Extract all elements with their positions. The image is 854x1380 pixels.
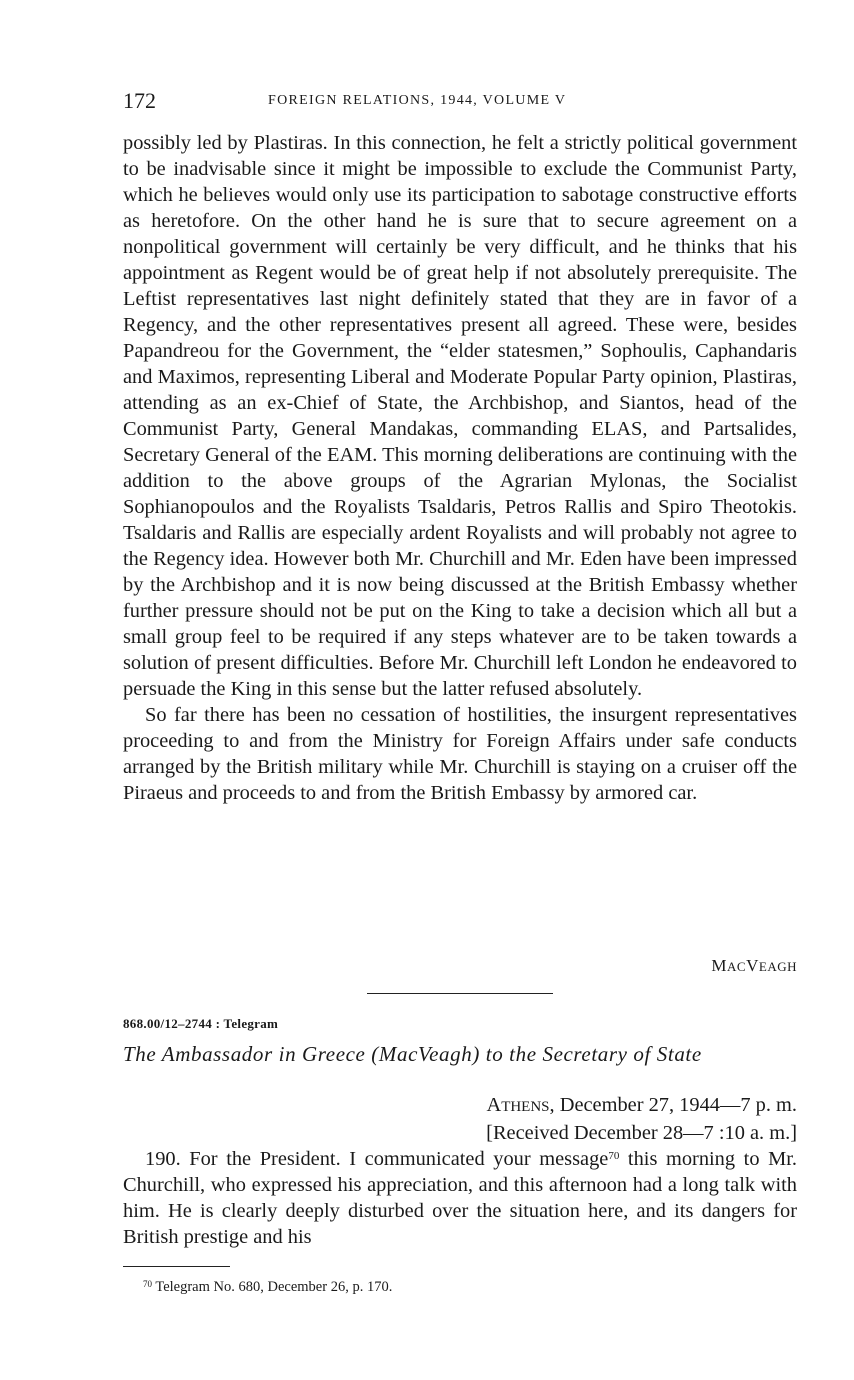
running-head: FOREIGN RELATIONS, 1944, VOLUME V: [268, 93, 567, 108]
continued-telegram-text: [123, 130, 797, 806]
footnote-text: Telegram No. 680, December 26, p. 170.: [152, 1279, 393, 1295]
body-paragraph: possibly led by Plastiras. In this connection, he felt a strictly political government to be inadvisable since it might be impossible to exclude the Communist Party, which he believes would only use its participation to sabotage constructive efforts as heretofore. On the other hand he is sure that to secure agreement on a nonpolitical government will certainly be very difficult, and he thinks that his appointment as Regent would be of great help if not absolutely prerequisite. The Leftist representatives last night definitely stated that they are in favor of a Regency, and the other representatives present all agreed. These were, besides Papandreou for the Government, the “elder statesmen,” Sophoulis, Caphandaris and Maximos, representing Liberal and Moderate Popular Party opinion, Plastiras, attending as an ex-Chief of State, the Archbishop, and Siantos, head of the Communist Party, General Mandakas, commanding ELAS, and Partsalides, Secretary General of the EAM. This morning deliberations are continuing with the addition to the above groups of the Agrarian Mylonas, the Socialist Sophianopoulos and the Royalists Tsaldaris, Petros Rallis and Spiro Theotokis. Tsaldaris and Rallis are especially ardent Royalists and will probably not agree to the Regency idea. However both Mr. Churchill and Mr. Eden have been impressed by the Archbishop and it is now being discussed at the British Embassy whether further pressure should not be put on the King to take a decision which all but a small group feel to be required if any steps whatever are to be taken towards a solution of present difficulties. Before Mr. Churchill left London he endeavored to persuade the King in this sense but the latter refused absolutely.: [123, 132, 797, 700]
message-text: 190. For the President. I communicated your message: [145, 1148, 609, 1170]
footnote: [143, 1279, 392, 1296]
file-reference: 868.00/12–2744 : Telegram: [123, 1016, 279, 1031]
footnote-divider: [123, 1266, 230, 1267]
document-title: The Ambassador in Greece (MacVeagh) to the Secretary of State: [123, 1042, 702, 1066]
signature-part: AC: [727, 959, 747, 974]
place-part: A: [486, 1094, 502, 1116]
received-line: [Received December 28—7 :10 a. m.]: [486, 1122, 797, 1144]
signature-part: M: [711, 956, 728, 975]
body-paragraph: [123, 1146, 797, 1250]
telegram-body: [123, 1146, 797, 1250]
signature: [711, 956, 797, 976]
page-number: 172: [123, 88, 156, 113]
signature-part: V: [746, 956, 759, 975]
dateline: [486, 1092, 797, 1146]
page-header: [123, 88, 797, 114]
sent-date: , December 27, 1944—7 p. m.: [549, 1094, 797, 1116]
signature-part: EAGH: [758, 959, 797, 974]
message-text: this morning to Mr. Churchill, who expressed his appreciation, and this afternoon had a long talk with him. He is clearly deeply disturbed over the situation here, and its dangers for British prestige and his: [123, 1148, 798, 1248]
body-paragraph: So far there has been no cessation of hostilities, the insurgent representatives proceeding to and from the Ministry for Foreign Affairs under safe conducts arranged by the British military while Mr. Churchill is staying on a cruiser off the Piraeus and proceeds to and from the British Embassy by armored car.: [123, 704, 797, 804]
section-divider: [367, 993, 553, 994]
place-part: THENS: [501, 1099, 550, 1115]
footnote-reference: 70: [608, 1150, 620, 1162]
footnote-marker: 70: [143, 1279, 152, 1289]
sent-line: [486, 1092, 797, 1120]
